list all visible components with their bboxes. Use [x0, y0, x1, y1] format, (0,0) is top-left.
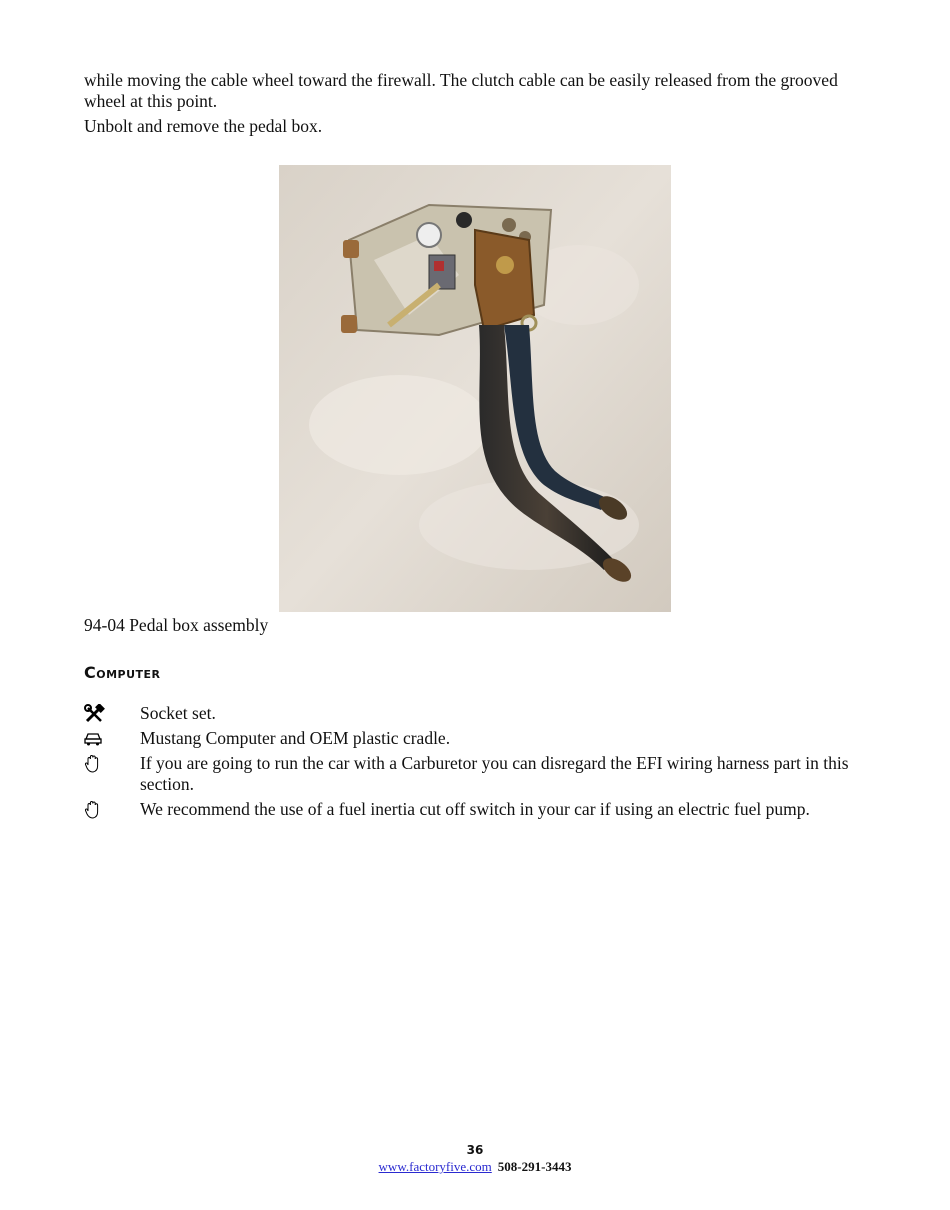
list-item [84, 753, 884, 795]
list-item-text: We recommend the use of a fuel inertia cut off switch in your car if using an electric fuel pump. [140, 799, 810, 819]
body-paragraph: Unbolt and remove the pedal box. [84, 116, 323, 136]
body-paragraph: while moving the cable wheel toward the firewall. The clutch cable can be easily released from the grooved wheel at this point. [84, 70, 838, 111]
list-item [84, 728, 884, 749]
hand-icon [84, 753, 140, 774]
list-item [84, 703, 884, 724]
car-icon [84, 728, 140, 749]
list-item-text: Mustang Computer and OEM plastic cradle. [140, 728, 451, 748]
requirements-list [84, 703, 884, 824]
page-footer [0, 1142, 950, 1176]
list-item-text: Socket set. [140, 703, 216, 723]
list-item [84, 799, 884, 820]
tools-icon [84, 703, 140, 724]
website-link[interactable]: www.factoryfive.com [378, 1159, 492, 1174]
hand-icon [84, 799, 140, 820]
pedal-box-photo [279, 165, 671, 612]
phone-number: 508-291-3443 [497, 1159, 572, 1174]
figure-caption: 94-04 Pedal box assembly [84, 615, 269, 635]
section-heading: Computer [84, 663, 161, 682]
page-number: 36 [466, 1143, 484, 1157]
list-item-text: If you are going to run the car with a Carburetor you can disregard the EFI wiring harness part in this section. [140, 753, 849, 794]
